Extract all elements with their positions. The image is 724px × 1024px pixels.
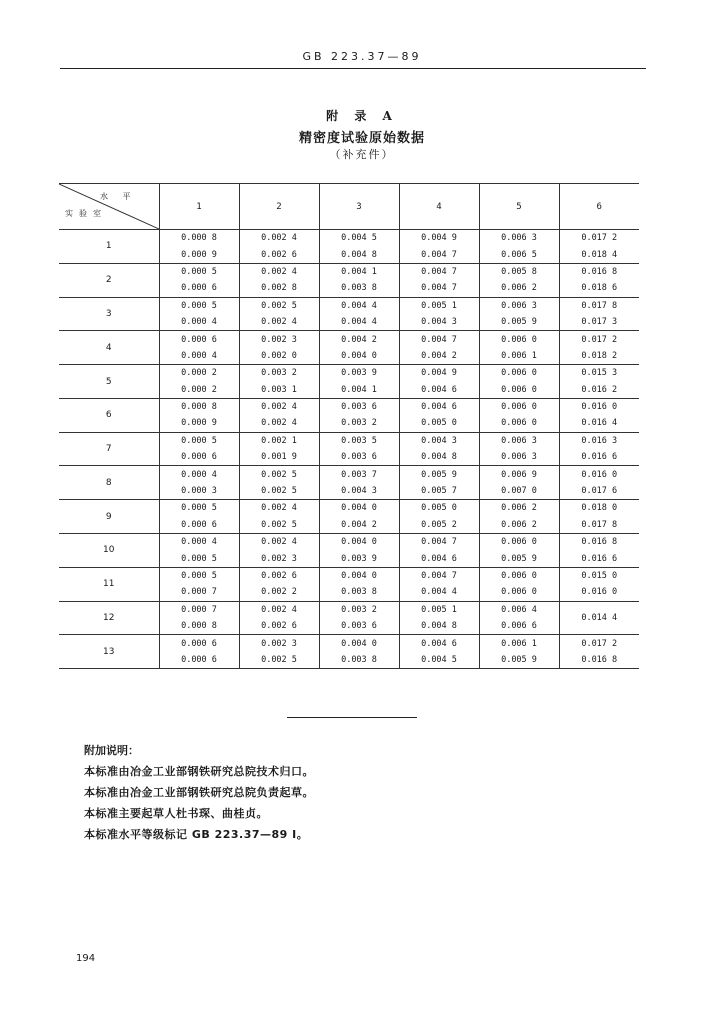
value-cell: 0.004 3 xyxy=(319,483,399,500)
value-cell: 0.003 6 xyxy=(319,618,399,635)
value-cell: 0.002 3 xyxy=(239,550,319,567)
table-row xyxy=(59,500,639,517)
corner-level-label: 水 平 xyxy=(99,192,137,201)
value-cell: 0.004 0 xyxy=(319,567,399,584)
value-cell: 0.002 4 xyxy=(239,314,319,331)
running-header: GB 223.37—89 xyxy=(302,50,422,63)
value-cell: 0.016 8 xyxy=(559,652,639,669)
value-cell: 0.000 5 xyxy=(159,263,239,280)
table-row xyxy=(59,534,639,551)
additional-notes xyxy=(84,740,314,845)
value-cell: 0.006 2 xyxy=(479,280,559,297)
value-cell: 0.005 9 xyxy=(479,314,559,331)
value-cell: 0.005 9 xyxy=(479,550,559,567)
value-cell: 0.002 4 xyxy=(239,263,319,280)
lab-number-cell: 4 xyxy=(59,331,159,365)
value-cell: 0.004 1 xyxy=(319,382,399,399)
value-cell: 0.004 0 xyxy=(319,534,399,551)
header-rule xyxy=(60,68,646,69)
table-row xyxy=(59,432,639,449)
lab-number-cell: 11 xyxy=(59,567,159,601)
lab-number-cell: 6 xyxy=(59,398,159,432)
value-cell: 0.014 4 xyxy=(559,601,639,635)
value-cell: 0.004 6 xyxy=(399,635,479,652)
value-cell: 0.002 5 xyxy=(239,466,319,483)
value-cell: 0.000 5 xyxy=(159,297,239,314)
lab-number-cell: 1 xyxy=(59,230,159,264)
value-cell: 0.000 6 xyxy=(159,652,239,669)
value-cell: 0.006 3 xyxy=(479,432,559,449)
value-cell: 0.004 9 xyxy=(399,365,479,382)
value-cell: 0.016 0 xyxy=(559,466,639,483)
level-header: 5 xyxy=(479,184,559,230)
notes-line: 本标准由冶金工业部钢铁研究总院技术归口。 xyxy=(84,765,314,778)
lab-number-cell: 10 xyxy=(59,534,159,568)
table-row xyxy=(59,263,639,280)
table-row xyxy=(59,297,639,314)
value-cell: 0.018 0 xyxy=(559,500,639,517)
lab-number-cell: 9 xyxy=(59,500,159,534)
value-cell: 0.015 3 xyxy=(559,365,639,382)
value-cell: 0.004 3 xyxy=(399,432,479,449)
value-cell: 0.015 0 xyxy=(559,567,639,584)
table-body xyxy=(59,230,639,669)
level-header: 2 xyxy=(239,184,319,230)
value-cell: 0.002 4 xyxy=(239,601,319,618)
value-cell: 0.000 4 xyxy=(159,314,239,331)
table-row xyxy=(59,635,639,652)
value-cell: 0.003 2 xyxy=(319,601,399,618)
value-cell: 0.000 6 xyxy=(159,280,239,297)
value-cell: 0.000 9 xyxy=(159,246,239,263)
value-cell: 0.004 9 xyxy=(399,230,479,247)
value-cell: 0.004 1 xyxy=(319,263,399,280)
value-cell: 0.016 3 xyxy=(559,432,639,449)
value-cell: 0.004 6 xyxy=(399,550,479,567)
notes-title: 附加说明： xyxy=(84,744,139,757)
value-cell: 0.006 2 xyxy=(479,500,559,517)
value-cell: 0.004 7 xyxy=(399,263,479,280)
value-cell: 0.000 5 xyxy=(159,500,239,517)
value-cell: 0.006 4 xyxy=(479,601,559,618)
value-cell: 0.004 7 xyxy=(399,246,479,263)
value-cell: 0.005 1 xyxy=(399,601,479,618)
value-cell: 0.004 4 xyxy=(399,584,479,601)
value-cell: 0.004 7 xyxy=(399,534,479,551)
value-cell: 0.003 2 xyxy=(319,415,399,432)
value-cell: 0.006 0 xyxy=(479,567,559,584)
value-cell: 0.002 8 xyxy=(239,280,319,297)
value-cell: 0.018 2 xyxy=(559,348,639,365)
value-cell: 0.000 6 xyxy=(159,635,239,652)
lab-number-cell: 5 xyxy=(59,365,159,399)
value-cell: 0.003 5 xyxy=(319,432,399,449)
value-cell: 0.000 6 xyxy=(159,331,239,348)
value-cell: 0.003 8 xyxy=(319,280,399,297)
value-cell: 0.006 0 xyxy=(479,584,559,601)
value-cell: 0.003 6 xyxy=(319,398,399,415)
value-cell: 0.000 3 xyxy=(159,483,239,500)
value-cell: 0.017 2 xyxy=(559,635,639,652)
value-cell: 0.002 4 xyxy=(239,415,319,432)
corner-cell xyxy=(59,184,159,230)
value-cell: 0.005 2 xyxy=(399,517,479,534)
value-cell: 0.000 7 xyxy=(159,601,239,618)
value-cell: 0.002 3 xyxy=(239,635,319,652)
table-row xyxy=(59,601,639,618)
value-cell: 0.005 0 xyxy=(399,415,479,432)
value-cell: 0.004 5 xyxy=(319,230,399,247)
value-cell: 0.004 7 xyxy=(399,280,479,297)
value-cell: 0.003 8 xyxy=(319,652,399,669)
value-cell: 0.004 6 xyxy=(399,382,479,399)
lab-number-cell: 8 xyxy=(59,466,159,500)
value-cell: 0.000 4 xyxy=(159,534,239,551)
value-cell: 0.006 3 xyxy=(479,297,559,314)
value-cell: 0.002 2 xyxy=(239,584,319,601)
value-cell: 0.000 6 xyxy=(159,449,239,466)
value-cell: 0.000 8 xyxy=(159,398,239,415)
value-cell: 0.003 2 xyxy=(239,365,319,382)
value-cell: 0.018 4 xyxy=(559,246,639,263)
table-row xyxy=(59,365,639,382)
value-cell: 0.004 0 xyxy=(319,635,399,652)
value-cell: 0.006 0 xyxy=(479,382,559,399)
end-rule xyxy=(287,717,417,718)
table-row xyxy=(59,567,639,584)
value-cell: 0.006 5 xyxy=(479,246,559,263)
value-cell: 0.005 1 xyxy=(399,297,479,314)
value-cell: 0.002 5 xyxy=(239,297,319,314)
value-cell: 0.004 2 xyxy=(319,331,399,348)
value-cell: 0.017 8 xyxy=(559,297,639,314)
value-cell: 0.002 6 xyxy=(239,567,319,584)
value-cell: 0.016 6 xyxy=(559,550,639,567)
value-cell: 0.006 1 xyxy=(479,348,559,365)
lab-number-cell: 12 xyxy=(59,601,159,635)
lab-number-cell: 7 xyxy=(59,432,159,466)
value-cell: 0.016 8 xyxy=(559,263,639,280)
value-cell: 0.016 8 xyxy=(559,534,639,551)
corner-lab-label: 实验室 xyxy=(65,209,107,218)
value-cell: 0.001 9 xyxy=(239,449,319,466)
value-cell: 0.002 4 xyxy=(239,534,319,551)
level-header: 1 xyxy=(159,184,239,230)
value-cell: 0.017 2 xyxy=(559,230,639,247)
table-header-row xyxy=(59,184,639,230)
value-cell: 0.002 4 xyxy=(239,398,319,415)
value-cell: 0.003 9 xyxy=(319,365,399,382)
table-row xyxy=(59,331,639,348)
value-cell: 0.002 4 xyxy=(239,230,319,247)
value-cell: 0.006 0 xyxy=(479,415,559,432)
value-cell: 0.003 1 xyxy=(239,382,319,399)
value-cell: 0.003 8 xyxy=(319,584,399,601)
value-cell: 0.002 5 xyxy=(239,483,319,500)
value-cell: 0.004 3 xyxy=(399,314,479,331)
value-cell: 0.004 2 xyxy=(399,348,479,365)
table-row xyxy=(59,398,639,415)
value-cell: 0.006 2 xyxy=(479,517,559,534)
notes-line: 本标准由冶金工业部钢铁研究总院负责起草。 xyxy=(84,786,314,799)
value-cell: 0.000 7 xyxy=(159,584,239,601)
value-cell: 0.004 8 xyxy=(399,449,479,466)
lab-number-cell: 13 xyxy=(59,635,159,669)
value-cell: 0.002 6 xyxy=(239,246,319,263)
value-cell: 0.000 8 xyxy=(159,618,239,635)
value-cell: 0.002 5 xyxy=(239,517,319,534)
value-cell: 0.005 7 xyxy=(399,483,479,500)
lab-number-cell: 3 xyxy=(59,297,159,331)
value-cell: 0.004 7 xyxy=(399,331,479,348)
value-cell: 0.004 2 xyxy=(319,517,399,534)
notes-line: 本标准水平等级标记 GB 223.37—89 Ⅰ。 xyxy=(84,828,309,841)
value-cell: 0.007 0 xyxy=(479,483,559,500)
page-number: 194 xyxy=(76,953,96,964)
value-cell: 0.002 3 xyxy=(239,331,319,348)
value-cell: 0.016 2 xyxy=(559,382,639,399)
value-cell: 0.006 6 xyxy=(479,618,559,635)
value-cell: 0.000 2 xyxy=(159,365,239,382)
appendix-title: 精密度试验原始数据 xyxy=(298,131,425,146)
value-cell: 0.004 7 xyxy=(399,567,479,584)
level-header: 4 xyxy=(399,184,479,230)
value-cell: 0.017 2 xyxy=(559,331,639,348)
value-cell: 0.002 6 xyxy=(239,618,319,635)
lab-number-cell: 2 xyxy=(59,263,159,297)
value-cell: 0.002 0 xyxy=(239,348,319,365)
value-cell: 0.000 8 xyxy=(159,230,239,247)
table-row xyxy=(59,466,639,483)
value-cell: 0.000 9 xyxy=(159,415,239,432)
value-cell: 0.005 9 xyxy=(399,466,479,483)
value-cell: 0.005 0 xyxy=(399,500,479,517)
value-cell: 0.000 5 xyxy=(159,567,239,584)
value-cell: 0.004 4 xyxy=(319,314,399,331)
value-cell: 0.002 4 xyxy=(239,500,319,517)
value-cell: 0.004 4 xyxy=(319,297,399,314)
value-cell: 0.006 9 xyxy=(479,466,559,483)
value-cell: 0.000 4 xyxy=(159,466,239,483)
level-header: 3 xyxy=(319,184,399,230)
value-cell: 0.016 4 xyxy=(559,415,639,432)
value-cell: 0.005 8 xyxy=(479,263,559,280)
value-cell: 0.000 5 xyxy=(159,432,239,449)
value-cell: 0.006 0 xyxy=(479,534,559,551)
appendix-subtitle: （补充件） xyxy=(329,148,395,161)
value-cell: 0.006 0 xyxy=(479,398,559,415)
value-cell: 0.000 4 xyxy=(159,348,239,365)
value-cell: 0.004 8 xyxy=(399,618,479,635)
notes-line: 本标准主要起草人杜书琛、曲桂贞。 xyxy=(84,807,268,820)
value-cell: 0.017 6 xyxy=(559,483,639,500)
value-cell: 0.017 3 xyxy=(559,314,639,331)
value-cell: 0.016 0 xyxy=(559,584,639,601)
appendix-label: 附 录 A xyxy=(326,109,398,123)
value-cell: 0.005 9 xyxy=(479,652,559,669)
value-cell: 0.006 3 xyxy=(479,449,559,466)
value-cell: 0.002 1 xyxy=(239,432,319,449)
value-cell: 0.003 9 xyxy=(319,550,399,567)
table-row xyxy=(59,230,639,247)
value-cell: 0.006 1 xyxy=(479,635,559,652)
value-cell: 0.004 8 xyxy=(319,246,399,263)
value-cell: 0.003 6 xyxy=(319,449,399,466)
value-cell: 0.004 6 xyxy=(399,398,479,415)
value-cell: 0.000 2 xyxy=(159,382,239,399)
value-cell: 0.017 8 xyxy=(559,517,639,534)
value-cell: 0.002 5 xyxy=(239,652,319,669)
value-cell: 0.004 0 xyxy=(319,500,399,517)
value-cell: 0.004 0 xyxy=(319,348,399,365)
value-cell: 0.006 0 xyxy=(479,365,559,382)
value-cell: 0.000 6 xyxy=(159,517,239,534)
value-cell: 0.000 5 xyxy=(159,550,239,567)
value-cell: 0.018 6 xyxy=(559,280,639,297)
value-cell: 0.003 7 xyxy=(319,466,399,483)
value-cell: 0.016 6 xyxy=(559,449,639,466)
precision-data-table xyxy=(59,183,639,669)
value-cell: 0.016 0 xyxy=(559,398,639,415)
value-cell: 0.006 3 xyxy=(479,230,559,247)
value-cell: 0.004 5 xyxy=(399,652,479,669)
value-cell: 0.006 0 xyxy=(479,331,559,348)
level-header: 6 xyxy=(559,184,639,230)
